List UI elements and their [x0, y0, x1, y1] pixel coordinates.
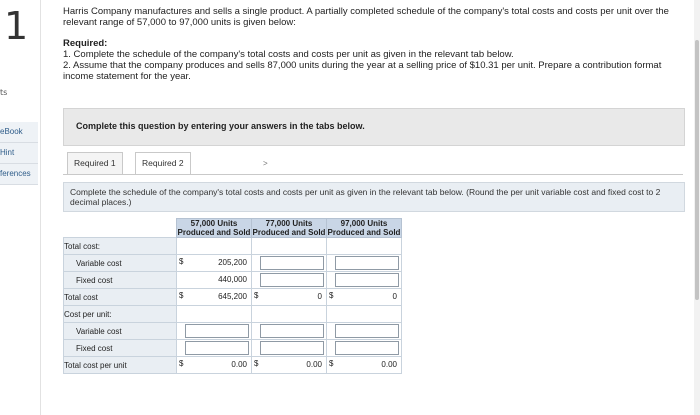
table-row — [64, 306, 402, 323]
table-row — [64, 255, 402, 272]
total-cost-per-unit-77000: 0.00 — [306, 360, 322, 369]
hint-button[interactable]: Hint — [0, 143, 38, 164]
row-label-variable-cost: Variable cost — [64, 255, 177, 272]
tab-panel — [63, 180, 683, 390]
scrollbar-thumb[interactable] — [695, 40, 699, 300]
total-cost-77000: 0 — [317, 292, 322, 301]
tab-next-icon[interactable]: > — [263, 159, 268, 168]
fixed-cost-77000-input[interactable] — [260, 273, 324, 287]
currency-symbol: $ — [254, 291, 259, 300]
currency-symbol: $ — [254, 359, 259, 368]
row-label-fixed-cost-unit: Fixed cost — [64, 340, 177, 357]
instruction-text: Complete this question by entering your answers in the tabs below. — [76, 121, 365, 131]
cost-schedule-table — [63, 218, 402, 374]
question-number: 1 — [4, 4, 29, 48]
instruction-bar — [63, 108, 685, 146]
row-label-fixed-cost: Fixed cost — [64, 272, 177, 289]
variable-cost-unit-97000-input[interactable] — [335, 324, 399, 338]
table-row — [64, 238, 402, 255]
fixed-cost-unit-77000-input[interactable] — [260, 341, 324, 355]
currency-symbol: $ — [179, 359, 184, 368]
fixed-cost-unit-57000-input[interactable] — [185, 341, 249, 355]
fixed-cost-unit-97000-input[interactable] — [335, 341, 399, 355]
total-cost-per-unit-57000: 0.00 — [231, 360, 247, 369]
currency-symbol: $ — [329, 359, 334, 368]
problem-intro: Harris Company manufactures and sells a single product. A partially completed schedule of the company's total costs and costs per unit over the relevant range of 57,000 to 97,000 units is given below: — [63, 6, 669, 28]
column-header-77000: 77,000 Units Produced and Sold — [252, 219, 326, 237]
currency-symbol: $ — [329, 291, 334, 300]
row-label-total-cost: Total cost — [64, 289, 177, 306]
total-cost-per-unit-97000: 0.00 — [381, 360, 397, 369]
header-row — [64, 219, 402, 238]
ebook-button[interactable]: eBook — [0, 122, 38, 143]
page-scrollbar[interactable] — [694, 0, 700, 415]
table-row — [64, 357, 402, 374]
references-button[interactable]: ferences — [0, 164, 38, 185]
total-cost-97000: 0 — [392, 292, 397, 301]
total-cost-57000: 645,200 — [218, 292, 247, 301]
left-rail — [0, 0, 41, 415]
fixed-cost-57000: 440,000 — [218, 275, 247, 284]
table-row — [64, 289, 402, 306]
tab-required-1[interactable]: Required 1 — [67, 152, 123, 175]
currency-symbol: $ — [179, 257, 184, 266]
table-row — [64, 272, 402, 289]
corner-cell — [64, 219, 177, 238]
column-header-57000: 57,000 Units Produced and Sold — [177, 219, 251, 237]
row-label-variable-cost-unit: Variable cost — [64, 323, 177, 340]
variable-cost-97000-input[interactable] — [335, 256, 399, 270]
panel-instruction-text: Complete the schedule of the company's total costs and costs per unit as given in the relevant tab below. (Round the per unit variable cost and fixed cost to 2 decimal places.) — [70, 187, 661, 207]
variable-cost-unit-57000-input[interactable] — [185, 324, 249, 338]
tab-required-2[interactable]: Required 2 — [135, 152, 191, 175]
required-heading: Required: — [63, 38, 108, 49]
row-label-total-cost-header: Total cost: — [64, 238, 177, 255]
column-header-97000: 97,000 Units Produced and Sold — [327, 219, 401, 237]
currency-symbol: $ — [179, 291, 184, 300]
variable-cost-unit-77000-input[interactable] — [260, 324, 324, 338]
fixed-cost-97000-input[interactable] — [335, 273, 399, 287]
table-row — [64, 340, 402, 357]
problem-text — [63, 6, 683, 82]
row-label-cost-per-unit-header: Cost per unit: — [64, 306, 177, 323]
row-label-total-cost-per-unit: Total cost per unit — [64, 357, 177, 374]
requirement-2: 2. Assume that the company produces and sells 87,000 units during the year at a selling price of $10.31 per unit. Prepare a contribution format income statement for the year. — [63, 60, 662, 82]
table-row — [64, 323, 402, 340]
requirement-1: 1. Complete the schedule of the company's total costs and costs per unit as given in the relevant tab below. — [63, 49, 514, 60]
variable-cost-57000: 205,200 — [218, 258, 247, 267]
variable-cost-77000-input[interactable] — [260, 256, 324, 270]
panel-instruction — [63, 182, 685, 212]
tab-bar — [63, 150, 683, 175]
points-label: ts — [0, 88, 8, 97]
